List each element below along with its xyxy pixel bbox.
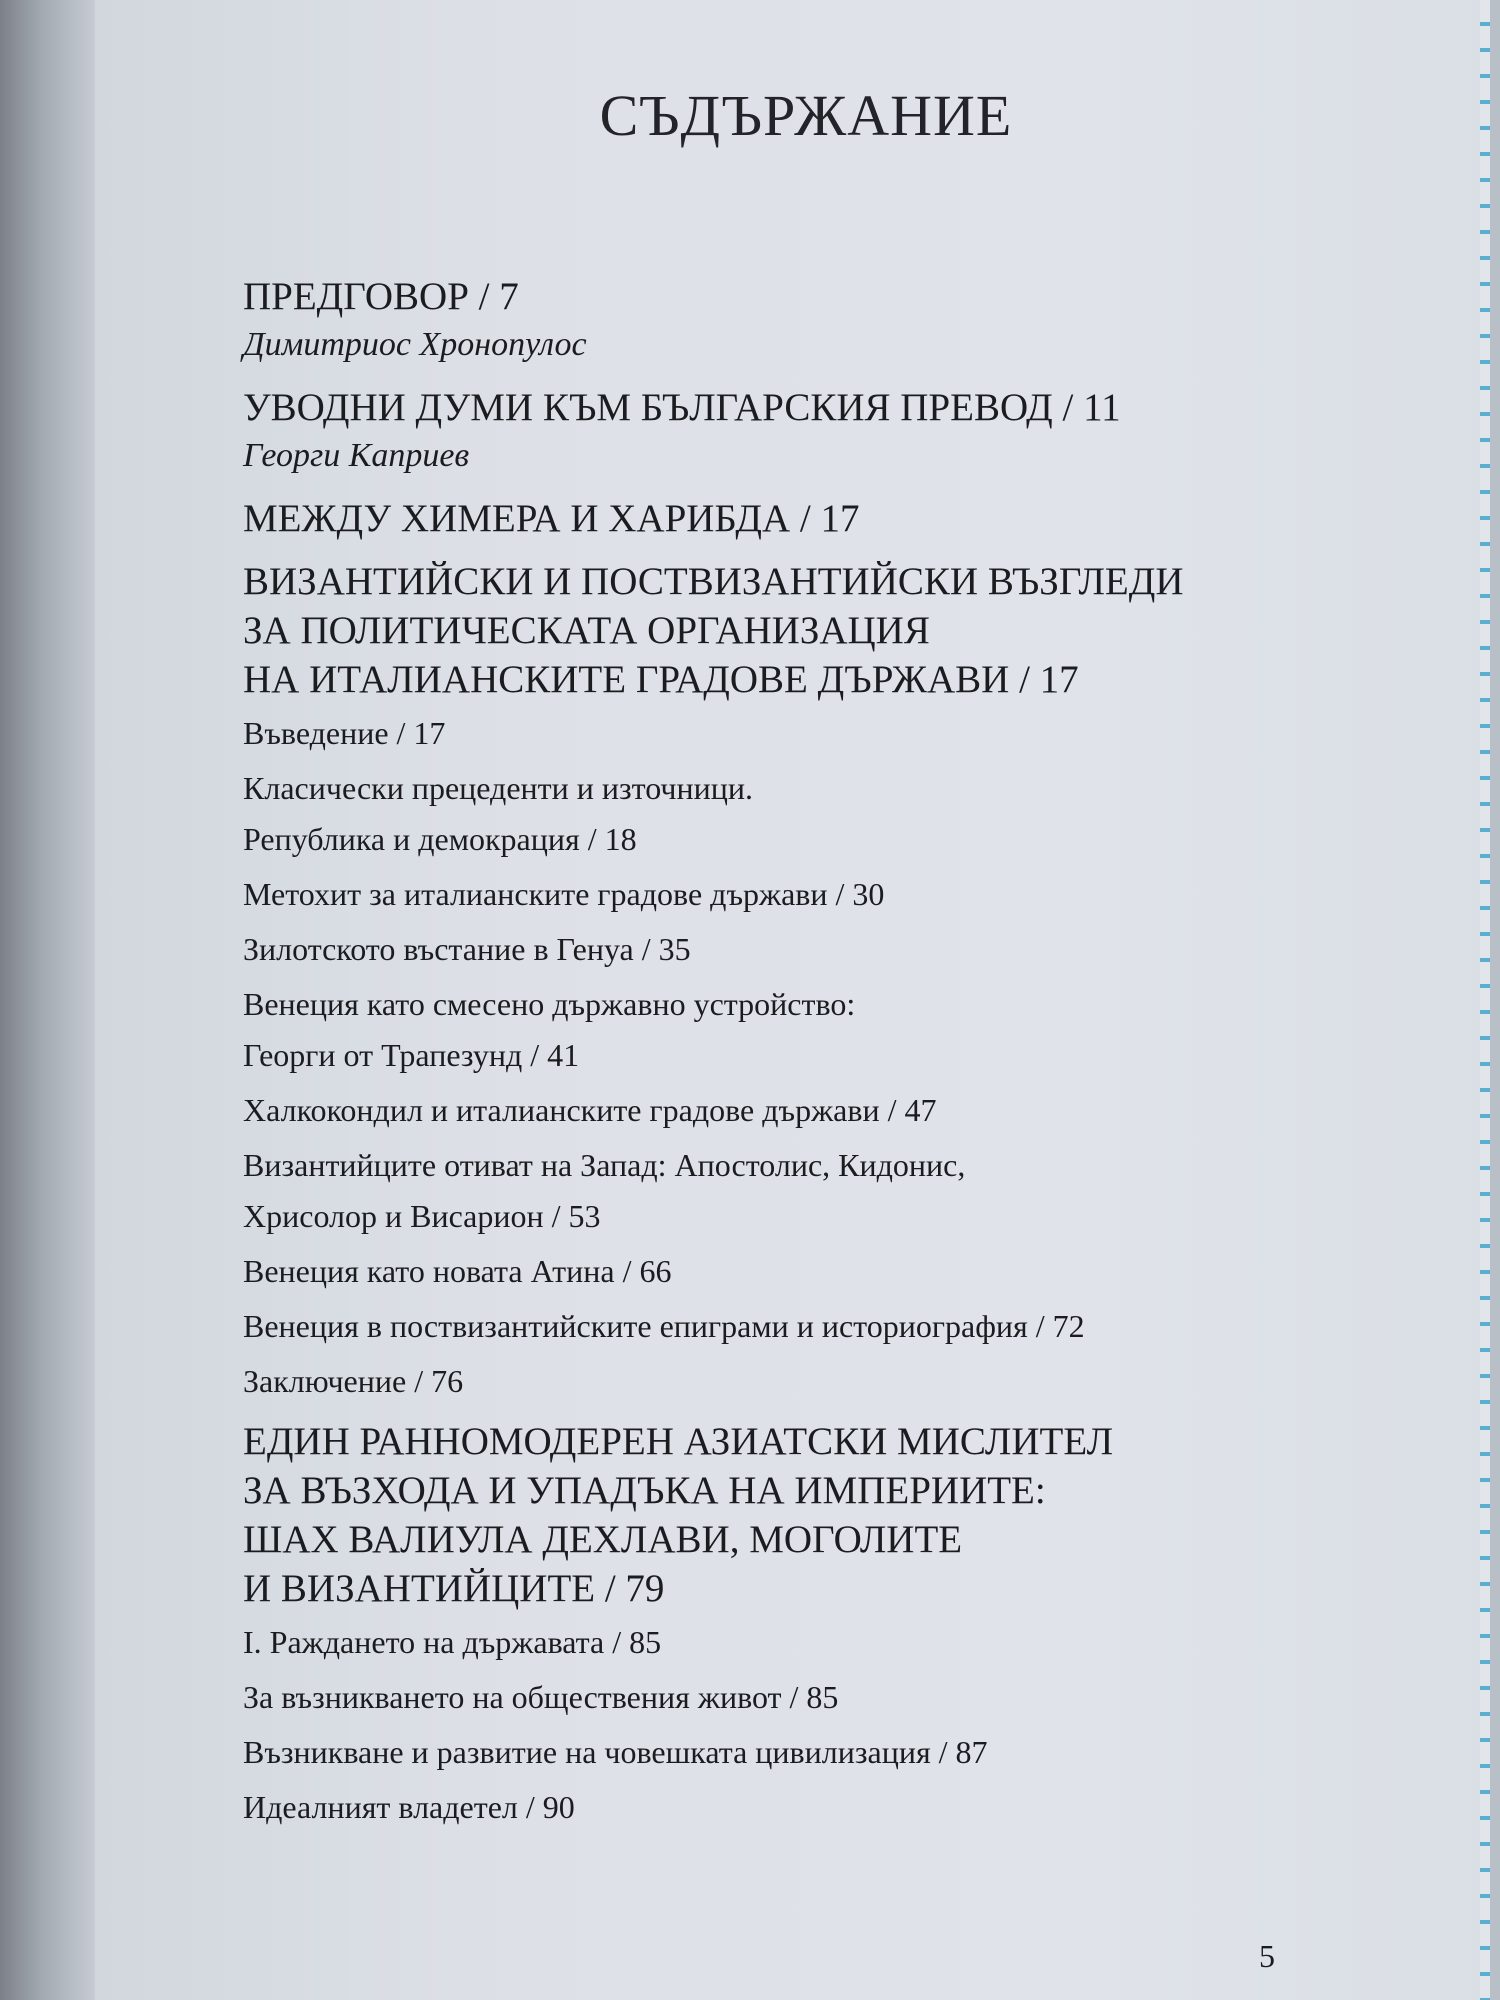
page-number: 5 (1259, 1938, 1275, 1974)
toc-line: Въведение / 17 (243, 715, 446, 751)
toc-line: Халкокондил и италианските градове държави / 47 (243, 1092, 937, 1128)
table-of-contents (243, 272, 1423, 1833)
toc-line: За възникването на обществения живот / 85 (243, 1679, 839, 1715)
toc-line: ВИЗАНТИЙСКИ И ПОСТВИЗАНТИЙСКИ ВЪЗГЛЕДИ (243, 560, 1184, 603)
toc-chapter (243, 272, 1423, 321)
toc-section (243, 924, 1423, 975)
toc-line: Георги от Трапезунд / 41 (243, 1037, 580, 1073)
toc-section (243, 1356, 1423, 1407)
toc-section (243, 1246, 1423, 1297)
toc-line: I. Раждането на държавата / 85 (243, 1624, 662, 1660)
book-page (95, 0, 1490, 2000)
toc-line: ЗА ПОЛИТИЧЕСКАТА ОРГАНИЗАЦИЯ (243, 609, 930, 652)
toc-line: МЕЖДУ ХИМЕРА И ХАРИБДА / 17 (243, 497, 860, 540)
toc-section (243, 763, 1423, 865)
toc-chapter (243, 494, 1423, 543)
toc-section (243, 1617, 1423, 1668)
toc-section (243, 1085, 1423, 1136)
toc-section (243, 1672, 1423, 1723)
toc-line: УВОДНИ ДУМИ КЪМ БЪЛГАРСКИЯ ПРЕВОД / 11 (243, 386, 1121, 429)
toc-chapter (243, 1417, 1423, 1613)
toc-section (243, 1140, 1423, 1242)
toc-line: НА ИТАЛИАНСКИТЕ ГРАДОВЕ ДЪРЖАВИ / 17 (243, 658, 1079, 701)
toc-line: Заключение / 76 (243, 1363, 464, 1399)
toc-line: Метохит за италианските градове държави / 30 (243, 876, 885, 912)
toc-line: Венеция в поствизантийските епиграми и историография / 72 (243, 1308, 1085, 1344)
toc-line: Република и демокрация / 18 (243, 821, 637, 857)
toc-line: Венеция като смесено държавно устройство: (243, 986, 856, 1022)
toc-line: Византийците отиват на Запад: Апостолис, Кидонис, (243, 1147, 966, 1183)
toc-line: Възникване и развитие на човешката цивилизация / 87 (243, 1734, 988, 1770)
toc-line: Идеалният владетел / 90 (243, 1789, 575, 1825)
toc-section (243, 708, 1423, 759)
toc-line: Димитриос Хронопулос (243, 326, 587, 363)
toc-line: И ВИЗАНТИЙЦИТЕ / 79 (243, 1567, 665, 1610)
toc-author (243, 321, 1423, 369)
book-gutter-shadow (0, 0, 95, 2000)
toc-line: ЗА ВЪЗХОДА И УПАДЪКА НА ИМПЕРИИТЕ: (243, 1469, 1046, 1512)
toc-line: Хрисолор и Висарион / 53 (243, 1198, 601, 1234)
toc-line: Зилотското въстание в Генуа / 35 (243, 931, 691, 967)
page-title: СЪДЪРЖАНИЕ (599, 83, 1013, 148)
toc-section (243, 979, 1423, 1081)
toc-line: ПРЕДГОВОР / 7 (243, 275, 519, 318)
toc-section (243, 1782, 1423, 1833)
toc-line: ШАХ ВАЛИУЛА ДЕХЛАВИ, МОГОЛИТЕ (243, 1518, 963, 1561)
toc-author (243, 432, 1423, 480)
toc-line: ЕДИН РАННОМОДЕРЕН АЗИАТСКИ МИСЛИТЕЛ (243, 1420, 1114, 1463)
toc-section (243, 1727, 1423, 1778)
toc-chapter (243, 383, 1423, 432)
toc-line: Георги Каприев (243, 437, 470, 474)
page-edge-tabs (1480, 0, 1490, 2000)
toc-section (243, 1301, 1423, 1352)
toc-section (243, 869, 1423, 920)
toc-chapter (243, 557, 1423, 704)
toc-line: Класически прецеденти и източници. (243, 770, 753, 806)
toc-line: Венеция като новата Атина / 66 (243, 1253, 672, 1289)
